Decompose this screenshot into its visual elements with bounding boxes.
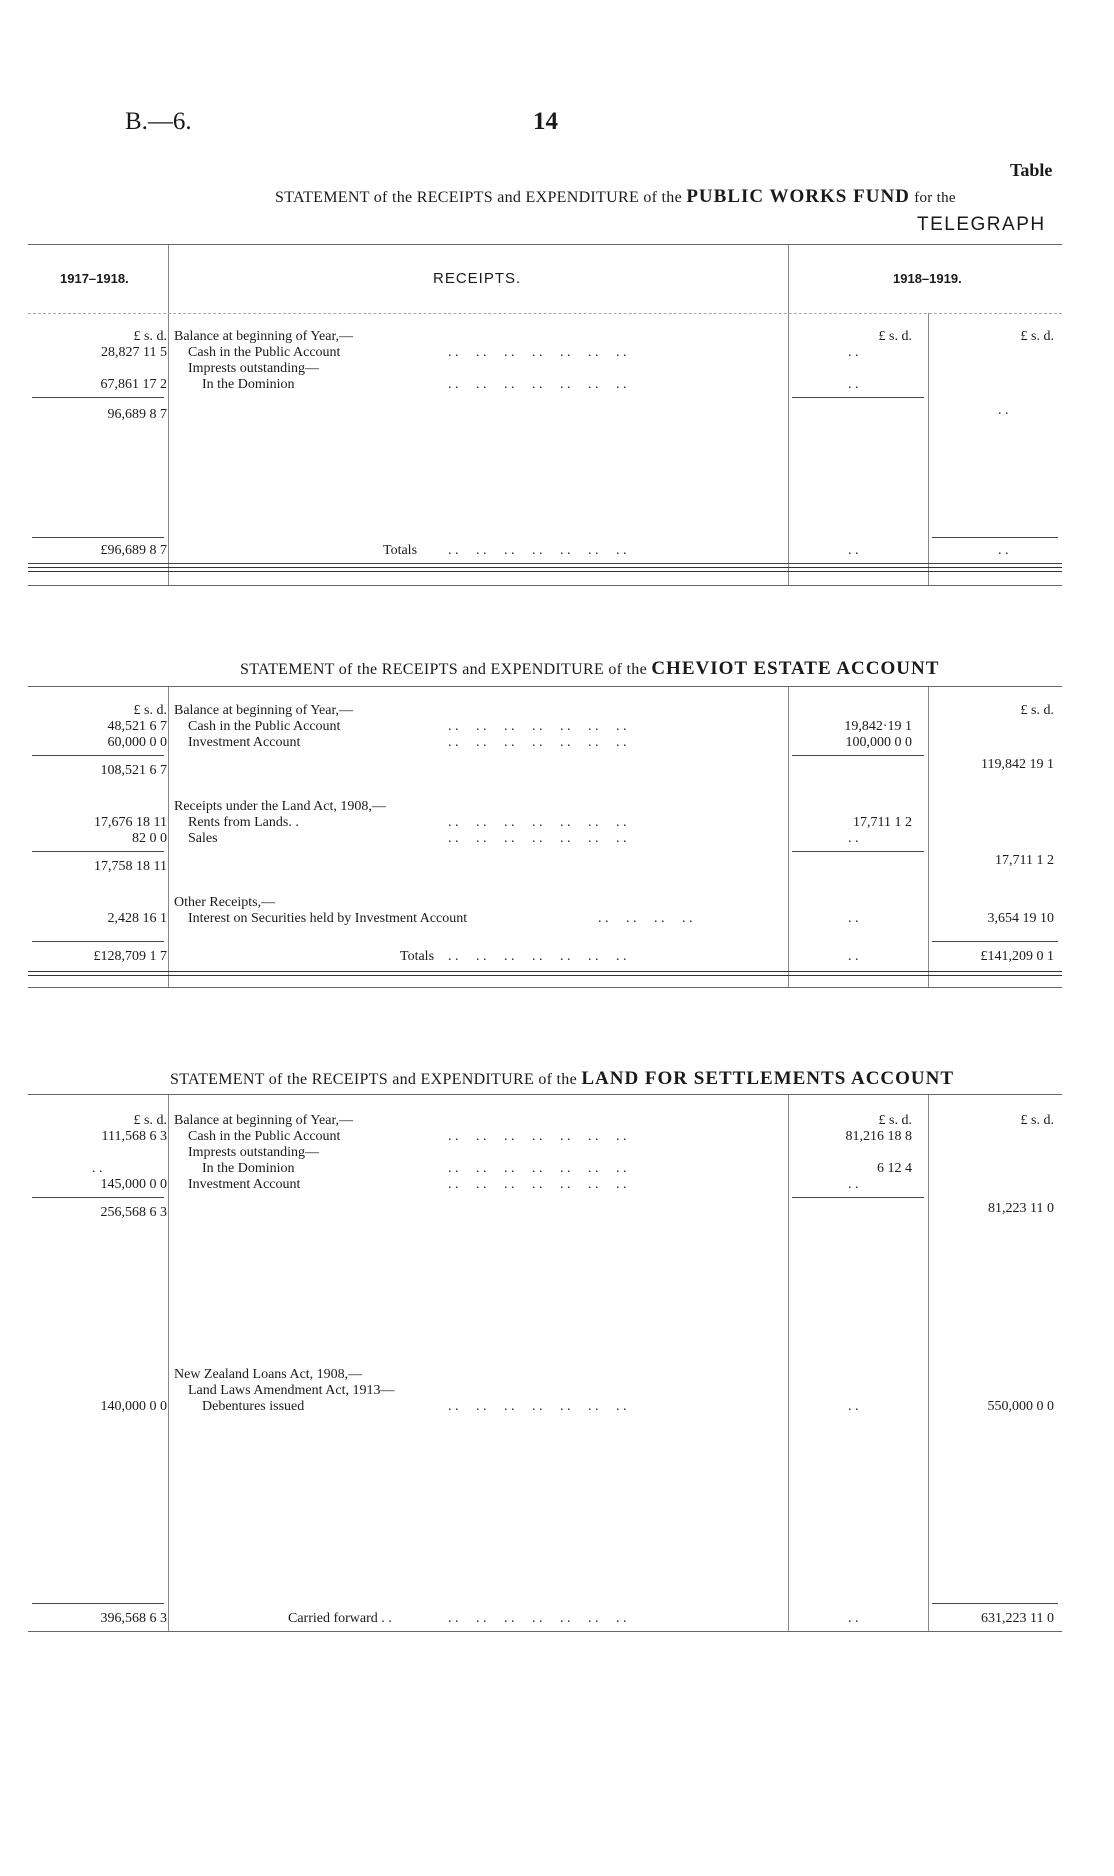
- statement-subtitle: TELEGRAPH: [917, 214, 1046, 235]
- prev-subtotal-value: 96,689 8 7: [107, 407, 167, 422]
- cur-detail-total: . .: [848, 543, 859, 558]
- row-label-sales: Sales: [188, 831, 218, 846]
- row-label-cash: Cash in the Public Account: [188, 719, 341, 734]
- prev-cash-value: 48,521 6 7: [107, 719, 167, 734]
- row-label-totals: Totals: [400, 949, 435, 964]
- cur-debentures-detail: . .: [848, 1399, 859, 1414]
- row-label-land-laws: Land Laws Amendment Act, 1913—: [188, 1383, 395, 1398]
- cur-subtotal-value: . .: [998, 403, 1009, 418]
- cur-investment-value: 100,000 0 0: [845, 735, 912, 750]
- units-cur-total: £ s. d.: [1020, 329, 1054, 344]
- leader-dots: . . . . . . . . . . . . . .: [448, 949, 627, 964]
- row-label-cash: Cash in the Public Account: [188, 1129, 341, 1144]
- row-label-dominion: In the Dominion: [202, 1161, 295, 1176]
- col-header-1918: 1918–1919.: [893, 271, 962, 286]
- row-label-other: Other Receipts,—: [174, 895, 276, 910]
- leader-dots: . . . . . . . . . . . . . .: [448, 377, 627, 392]
- statement-title-cheviot: [240, 658, 939, 680]
- prev-rents-value: 17,676 18 11: [94, 815, 167, 830]
- prev-subtotal-1: 256,568 6 3: [100, 1205, 167, 1220]
- cur-cash-value: 81,216 18 8: [845, 1129, 912, 1144]
- cur-carried-value: 631,223 11 0: [981, 1611, 1054, 1626]
- prev-total-value: £128,709 1 7: [93, 949, 167, 964]
- prev-investment-value: 145,000 0 0: [100, 1177, 167, 1192]
- leader-dots: . . . . . . . . . . . . . .: [448, 1177, 627, 1192]
- leader-dots: . . . . . . . . . . . . . .: [448, 1399, 627, 1414]
- row-label-balance: Balance at beginning of Year,—: [174, 703, 354, 718]
- account-name: LAND FOR SETTLEMENTS ACCOUNT: [581, 1068, 955, 1089]
- cheviot-table: [28, 686, 1062, 988]
- table-label: Table: [1010, 160, 1053, 180]
- row-label-investment: Investment Account: [188, 735, 301, 750]
- page-number: 14: [533, 108, 558, 135]
- prev-subtotal-2: 17,758 18 11: [94, 859, 167, 874]
- prev-cash-value: 28,827 11 5: [101, 345, 167, 360]
- public-works-table: [28, 244, 1062, 586]
- row-label-rents: Rents from Lands. .: [188, 815, 299, 830]
- leader-dots: . . . . . . . . . . . . . .: [448, 719, 627, 734]
- row-label-dominion: In the Dominion: [202, 377, 295, 392]
- leader-dots: . . . . . . . . . . . . . .: [448, 815, 627, 830]
- statement-prefix: STATEMENT of the RECEIPTS and EXPENDITURE of the: [275, 189, 683, 206]
- leader-dots: . . . . . . . . . . . . . .: [448, 345, 627, 360]
- units-prev: £ s. d.: [133, 1113, 167, 1128]
- land-settlements-table: [28, 1094, 1062, 1632]
- fund-name: PUBLIC WORKS FUND: [686, 186, 910, 207]
- prev-investment-value: 60,000 0 0: [107, 735, 167, 750]
- col-header-1917: 1917–1918.: [60, 271, 129, 286]
- prev-debentures-value: 140,000 0 0: [100, 1399, 167, 1414]
- cur-subtotal-2: 17,711 1 2: [995, 853, 1054, 868]
- prev-interest-value: 2,428 16 1: [107, 911, 167, 926]
- prev-subtotal-1: 108,521 6 7: [100, 763, 167, 778]
- cur-dominion-value: 6 12 4: [877, 1161, 912, 1176]
- prev-sales-value: 82 0 0: [132, 831, 167, 846]
- cur-interest-detail: . .: [848, 911, 859, 926]
- row-label-debentures: Debentures issued: [202, 1399, 305, 1414]
- leader-dots: . . . . . . . . . . . . . .: [448, 831, 627, 846]
- cur-subtotal-1: 81,223 11 0: [988, 1201, 1054, 1216]
- leader-dots: . . . . . . . . . . . . . .: [448, 1129, 627, 1144]
- prev-dominion-value: . .: [92, 1161, 103, 1176]
- cur-dominion-value: . .: [848, 377, 859, 392]
- units-prev: £ s. d.: [133, 703, 167, 718]
- cur-investment-value: . .: [848, 1177, 859, 1192]
- account-name: CHEVIOT ESTATE ACCOUNT: [651, 658, 940, 679]
- cur-carried-detail: . .: [848, 1611, 859, 1626]
- row-label-imprests: Imprests outstanding—: [188, 361, 320, 376]
- row-label-carried-forward: Carried forward . .: [288, 1611, 392, 1626]
- units-cur-detail: £ s. d.: [878, 1113, 912, 1128]
- row-label-imprests: Imprests outstanding—: [188, 1145, 320, 1160]
- row-label-land-act: Receipts under the Land Act, 1908,—: [174, 799, 386, 814]
- prev-carried-value: 396,568 6 3: [100, 1611, 167, 1626]
- leader-dots: . . . . . . . . . . . . . .: [448, 1611, 627, 1626]
- leader-dots: . . . . . . . .: [598, 911, 693, 926]
- row-label-nz-loans: New Zealand Loans Act, 1908,—: [174, 1367, 363, 1382]
- row-label-investment: Investment Account: [188, 1177, 301, 1192]
- cur-cash-value: . .: [848, 345, 859, 360]
- row-label-balance: Balance at beginning of Year,—: [174, 1113, 354, 1128]
- row-label-balance: Balance at beginning of Year,—: [174, 329, 354, 344]
- prev-dominion-value: 67,861 17 2: [100, 377, 167, 392]
- leader-dots: . . . . . . . . . . . . . .: [448, 543, 627, 558]
- cur-total-value: . .: [998, 543, 1009, 558]
- row-label-interest: Interest on Securities held by Investment Account: [188, 911, 468, 926]
- statement-prefix: STATEMENT of the RECEIPTS and EXPENDITURE of the: [240, 661, 648, 678]
- cur-subtotal-1: 119,842 19 1: [981, 757, 1054, 772]
- leader-dots: . . . . . . . . . . . . . .: [448, 735, 627, 750]
- cur-interest-value: 3,654 19 10: [987, 911, 1054, 926]
- statement-title-public-works: [275, 186, 956, 208]
- statement-prefix: STATEMENT of the RECEIPTS and EXPENDITURE of the: [170, 1071, 578, 1088]
- cur-sales-value: . .: [848, 831, 859, 846]
- cur-detail-total: . .: [848, 949, 859, 964]
- col-header-receipts: RECEIPTS.: [433, 270, 522, 287]
- units-cur-total: £ s. d.: [1020, 1113, 1054, 1128]
- units-prev: £ s. d.: [133, 329, 167, 344]
- cur-cash-value: 19,842·19 1: [844, 719, 912, 734]
- statement-title-land-settlements: [170, 1068, 954, 1090]
- prev-total-value: £96,689 8 7: [100, 543, 167, 558]
- cur-rents-value: 17,711 1 2: [853, 815, 912, 830]
- cur-total-value: £141,209 0 1: [980, 949, 1054, 964]
- cur-debentures-value: 550,000 0 0: [987, 1399, 1054, 1414]
- leader-dots: . . . . . . . . . . . . . .: [448, 1161, 627, 1176]
- row-label-cash: Cash in the Public Account: [188, 345, 341, 360]
- document-code: B.—6.: [125, 108, 192, 135]
- row-label-totals: Totals: [383, 543, 418, 558]
- statement-suffix: for the: [914, 190, 956, 206]
- units-cur-detail: £ s. d.: [878, 329, 912, 344]
- units-cur-total: £ s. d.: [1020, 703, 1054, 718]
- prev-cash-value: 111,568 6 3: [101, 1129, 167, 1144]
